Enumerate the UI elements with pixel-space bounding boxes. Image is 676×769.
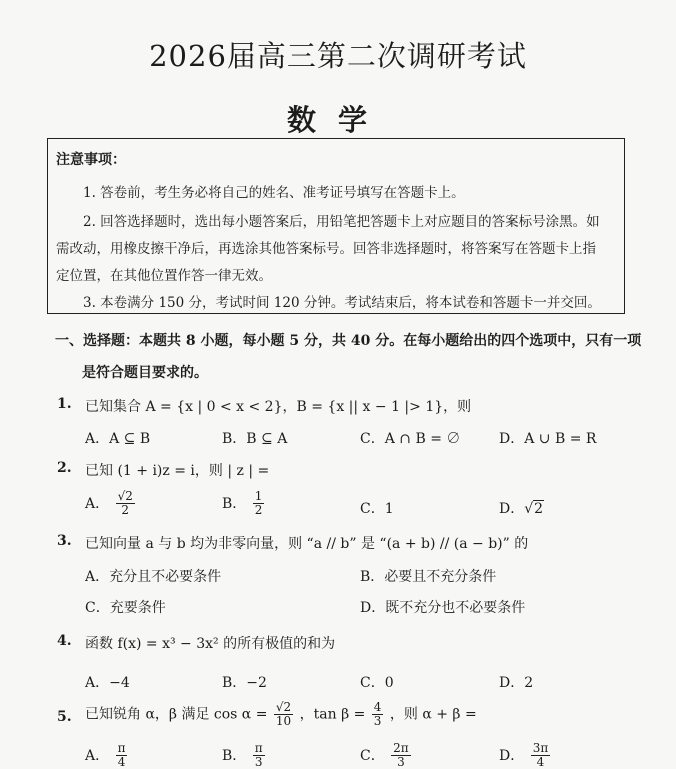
question-5-option-c: [360, 742, 413, 769]
fraction-numerator: 2π: [393, 741, 409, 755]
sqrt-symbol: √2: [524, 501, 544, 517]
question-5-stem-suffix: ，则 α + β =: [389, 706, 477, 723]
question-4-option-d: D．2: [499, 675, 534, 691]
question-3-option-a: A．充分且不必要条件: [85, 569, 222, 585]
notice-line-3: 需改动，用橡皮擦干净后，再选涂其他答案标号。回答非选择题时，将答案写在答题卡上指: [56, 241, 596, 257]
question-2-option-b-fraction: [253, 490, 265, 517]
question-5-cos-fraction: [274, 701, 293, 728]
question-5-stem: [85, 701, 477, 728]
question-5-stem-prefix: 已知锐角 α，β 满足 cos α =: [85, 706, 268, 723]
fraction-denominator: 2: [254, 503, 263, 517]
question-4-number: 4.: [57, 633, 72, 649]
question-2-option-a-label: A．: [85, 495, 110, 512]
fraction-denominator: 10: [275, 714, 292, 728]
question-5-option-b-label: B．: [222, 747, 247, 764]
fraction-denominator: 3: [373, 714, 382, 728]
fraction-numerator: π: [117, 741, 126, 755]
exam-title: 2026届高三第二次调研考试: [149, 39, 527, 73]
fraction-denominator: 4: [536, 755, 545, 769]
question-1-option-d: D．A ∪ B = R: [499, 431, 597, 447]
notice-line-4: 定位置，在其他位置作答一律无效。: [56, 268, 272, 284]
question-5-stem-mid: ，tan β =: [299, 706, 366, 723]
question-5-tan-fraction: [372, 701, 384, 728]
fraction-numerator: 4: [373, 700, 382, 714]
question-3-stem: 已知向量 a 与 b 均为非零向量，则 “a // b” 是 “(a + b) // (a − b)” 的: [85, 536, 529, 552]
fraction-numerator: 1: [254, 489, 263, 503]
subject-title: 数学: [286, 103, 389, 137]
question-5-option-d-fraction: [531, 742, 551, 769]
question-2-option-d: [499, 498, 544, 518]
question-5-option-c-fraction: [391, 742, 411, 769]
notice-heading: 注意事项：: [56, 152, 126, 168]
question-2-option-d-label: D．: [499, 501, 525, 517]
section-heading-line-2: 是符合题目要求的。: [82, 365, 208, 381]
question-4-option-b: B．−2: [222, 675, 267, 691]
question-2-option-a-fraction: [116, 490, 135, 517]
question-2-number: 2.: [57, 460, 72, 476]
question-5-option-a: [85, 742, 129, 769]
question-2-stem: 已知 (1 + i)z = i，则 | z | =: [85, 463, 270, 479]
notice-line-2: 2. 回答选择题时，选出每小题答案后，用铅笔把答题卡上对应题目的答案标号涂黑。如: [83, 214, 600, 230]
question-4-option-c: C．0: [360, 675, 394, 691]
fraction-denominator: 2: [121, 503, 130, 517]
fraction-denominator: 3: [397, 755, 405, 769]
question-1-option-b: B．B ⊆ A: [222, 431, 288, 447]
question-2-option-b: [222, 490, 266, 517]
notice-box: [47, 138, 625, 314]
question-5-option-a-label: A．: [85, 747, 110, 764]
fraction-numerator: π: [254, 741, 263, 755]
question-5-number: 5.: [57, 709, 72, 725]
question-4-stem: 函数 f(x) = x³ − 3x² 的所有极值的和为: [85, 636, 336, 652]
question-5-option-a-fraction: [116, 742, 128, 769]
fraction-numerator: √2: [117, 489, 133, 503]
question-2-option-c-label: C．: [360, 501, 385, 517]
question-2-option-b-label: B．: [222, 495, 247, 512]
fraction-denominator: 3: [254, 755, 263, 769]
question-3-number: 3.: [57, 533, 72, 549]
section-heading-line-1: 一、选择题：本题共 8 小题，每小题 5 分，共 40 分。在每小题给出的四个选项中，只有一项: [55, 333, 642, 349]
question-5-option-b-fraction: [253, 742, 265, 769]
question-1-option-c: C．A ∩ B = ∅: [360, 431, 461, 447]
question-2-option-c: [360, 498, 394, 518]
question-5-option-c-label: C．: [360, 747, 385, 764]
question-5-option-d: [499, 742, 552, 769]
sqrt-radicand: 2: [534, 501, 544, 517]
fraction-numerator: √2: [275, 700, 292, 714]
question-5-option-d-label: D．: [499, 747, 525, 764]
question-2-option-c-value: 1: [384, 501, 394, 517]
fraction-denominator: 4: [117, 755, 126, 769]
question-4-option-a: A．−4: [85, 675, 130, 691]
fraction-numerator: 3π: [532, 741, 549, 755]
question-3-option-b: B．必要且不充分条件: [360, 569, 497, 585]
question-1-option-a: A．A ⊆ B: [85, 431, 151, 447]
question-5-option-b: [222, 742, 267, 769]
question-1-stem: 已知集合 A = {x | 0 < x < 2}，B = {x || x − 1 |> 1}，则: [85, 399, 472, 415]
question-2-option-a: [85, 490, 137, 517]
notice-line-5: 3. 本卷满分 150 分，考试时间 120 分钟。考试结束后，将本试卷和答题卡一并交回。: [83, 295, 601, 311]
question-3-option-d: D．既不充分也不必要条件: [360, 600, 526, 616]
notice-line-1: 1. 答卷前，考生务必将自己的姓名、准考证号填写在答题卡上。: [83, 185, 465, 201]
question-1-number: 1.: [57, 396, 72, 412]
question-3-option-c: C．充要条件: [85, 600, 166, 616]
